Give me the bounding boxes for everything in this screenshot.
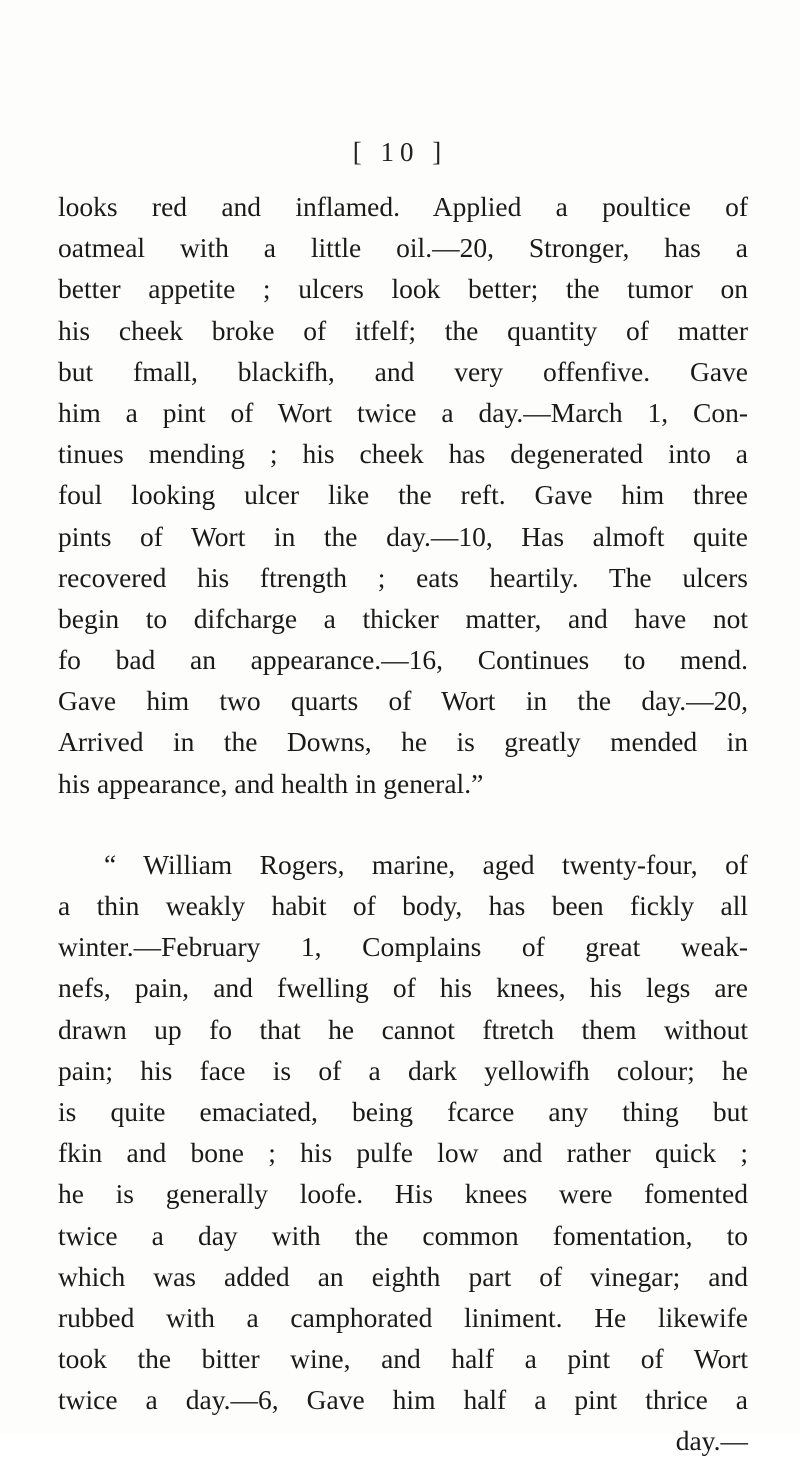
text-line: drawn up fo that he cannot ftretch them without	[58, 1013, 748, 1045]
text-line: twice a day with the common fomentation, to	[58, 1219, 748, 1251]
text-line: day.—	[675, 1425, 748, 1457]
text-line: oatmeal with a little oil.—20, Stronger, has a	[58, 232, 748, 264]
text-line: fo bad an appearance.—16, Continues to mend.	[58, 644, 748, 676]
text-line: is quite emaciated, being fcarce any thing but	[58, 1095, 748, 1127]
text-line: twice a day.—6, Gave him half a pint thrice a	[58, 1384, 748, 1416]
text-line: his cheek broke of itfelf; the quantity of matter	[58, 314, 748, 346]
text-line: pain; his face is of a dark yellowifh colour; he	[58, 1054, 748, 1086]
text-line: pints of Wort in the day.—10, Has almoft quite	[58, 520, 748, 552]
text-line: his appearance, and health in general.”	[58, 767, 484, 799]
text-line: fkin and bone ; his pulfe low and rather quick ;	[58, 1137, 748, 1169]
body-text	[58, 186, 748, 1462]
text-line: rubbed with a camphorated liniment. He likewife	[58, 1301, 748, 1333]
text-line: looks red and inflamed. Applied a poultice of	[58, 191, 748, 222]
text-line: nefs, pain, and fwelling of his knees, his legs are	[58, 972, 748, 1004]
text-line: him a pint of Wort twice a day.—March 1, Con-	[58, 396, 748, 428]
text-line: which was added an eighth part of vinegar; and	[58, 1260, 748, 1292]
text-line: “ William Rogers, marine, aged twenty-four, of	[104, 848, 748, 880]
paragraph-2	[58, 844, 748, 1462]
text-line: he is generally loofe. His knees were fomented	[58, 1178, 748, 1210]
page-number: [ 10 ]	[352, 137, 448, 167]
paragraph-gap	[58, 804, 748, 844]
text-line: took the bitter wine, and half a pint of Wort	[58, 1343, 748, 1375]
text-line: Gave him two quarts of Wort in the day.—20,	[58, 685, 748, 717]
text-line: a thin weakly habit of body, has been fickly all	[58, 890, 748, 921]
text-line: begin to difcharge a thicker matter, and have not	[58, 602, 748, 634]
paragraph-1	[58, 186, 748, 804]
text-line: recovered his ftrength ; eats heartily. The ulcers	[58, 561, 748, 593]
text-line: tinues mending ; his cheek has degenerated into a	[58, 438, 748, 470]
text-line: foul looking ulcer like the reft. Gave him three	[58, 479, 748, 511]
text-line: but fmall, blackifh, and very offenfive. Gave	[58, 355, 748, 387]
text-line: better appetite ; ulcers look better; the tumor on	[58, 273, 748, 305]
text-line: winter.—February 1, Complains of great weak-	[58, 931, 748, 963]
text-line: Arrived in the Downs, he is greatly mended in	[58, 726, 748, 758]
